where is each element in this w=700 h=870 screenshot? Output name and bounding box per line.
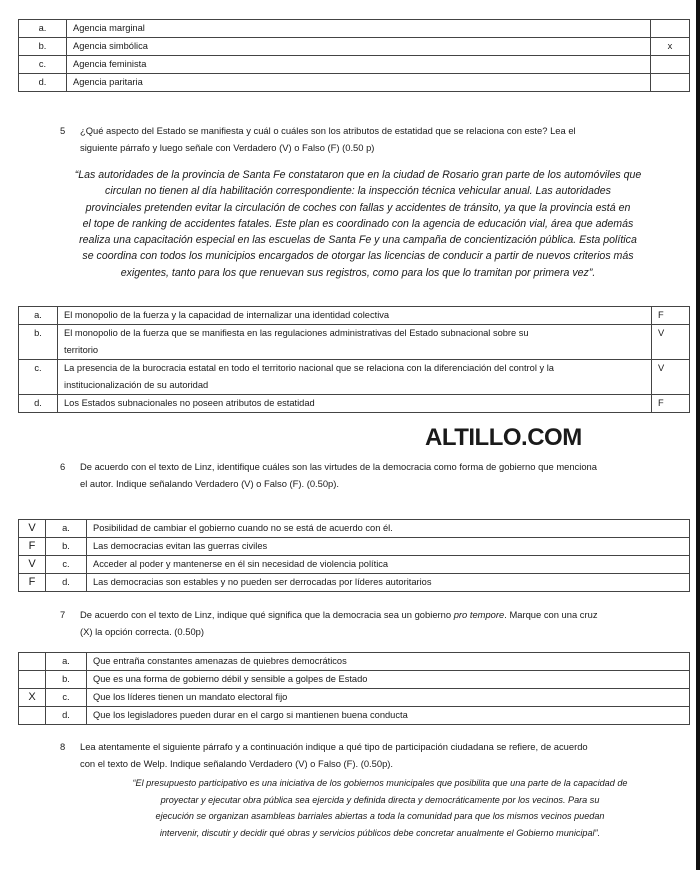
option-letter: d. — [46, 574, 87, 592]
option-text: Que entraña constantes amenazas de quiebres democráticos — [87, 653, 690, 671]
option-letter: c. — [19, 360, 58, 395]
page-edge — [696, 0, 700, 870]
question-number: 7 — [60, 609, 66, 620]
answer-mark: F — [19, 538, 46, 556]
quote-santa-fe — [30, 167, 686, 281]
table-row — [19, 38, 690, 56]
question-line: el autor. Indique señalando Verdadero (V) o Falso (F). (0.50p). — [80, 478, 340, 489]
answer-mark: F — [19, 574, 46, 592]
option-line: institucionalización de su autoridad — [64, 380, 209, 390]
option-text: Agencia feminista — [67, 56, 651, 74]
quote-line: intervenir, discutir y decidir qué obras y servicios públicos debe concretar anualmente el Gobierno municipal”. — [159, 827, 601, 838]
option-letter: b. — [46, 538, 87, 556]
option-answer: V — [652, 360, 690, 395]
option-line: El monopolio de la fuerza y la capacidad de internalizar una identidad colectiva — [64, 310, 390, 320]
table-row — [19, 689, 690, 707]
options-table-top — [18, 19, 690, 92]
option-answer — [651, 74, 690, 92]
answer-mark — [19, 671, 46, 689]
option-text — [58, 360, 652, 395]
option-letter: a. — [19, 307, 58, 325]
question-line: Lea atentamente el siguiente párrafo y a continuación indique a qué tipo de participación ciudadana se refiere, de acuerdo — [80, 741, 588, 752]
table-row — [19, 325, 690, 360]
question-6 — [60, 458, 680, 494]
option-text: Agencia simbólica — [67, 38, 651, 56]
question-text-emphasis: pro tempore — [453, 609, 505, 620]
option-text: Que los legisladores pueden durar en el cargo si mantienen buena conducta — [87, 707, 690, 725]
options-table-q5 — [18, 306, 690, 413]
table-row — [19, 360, 690, 395]
answer-mark — [19, 707, 46, 725]
option-text — [58, 307, 652, 325]
option-answer: F — [652, 395, 690, 413]
option-text: Las democracias son estables y no pueden ser derrocadas por líderes autoritarios — [87, 574, 690, 592]
question-number: 5 — [60, 125, 66, 136]
option-letter: b. — [19, 325, 58, 360]
answer-mark: V — [19, 556, 46, 574]
table-row — [19, 653, 690, 671]
option-letter: d. — [19, 74, 67, 92]
table-row — [19, 574, 690, 592]
option-text: Agencia marginal — [67, 20, 651, 38]
watermark-logo: ALTILLO.COM — [425, 424, 582, 451]
quote-line: circulan no tienen al día habilitación correspondiente: la inspección técnica vehicular anual. Las autoridades — [105, 185, 611, 198]
table-row — [19, 74, 690, 92]
question-text — [80, 738, 588, 772]
option-letter: a. — [19, 20, 67, 38]
option-letter: b. — [46, 671, 87, 689]
table-row — [19, 556, 690, 574]
quote-line: provinciales pretenden evitar la circulación de coches con fallas y accidentes de tránsito, ya que la provincia está en — [85, 201, 631, 214]
option-letter: c. — [19, 56, 67, 74]
question-text-part: . Marque con una cruz — [504, 609, 598, 620]
question-8 — [60, 738, 680, 774]
option-text: Agencia paritaria — [67, 74, 651, 92]
question-line: De acuerdo con el texto de Linz, identifique cuáles son las virtudes de la democracia como forma de gobierno que menciona — [80, 461, 597, 472]
option-answer: x — [651, 38, 690, 56]
question-5 — [60, 122, 680, 158]
question-line: siguiente párrafo y luego señale con Verdadero (V) o Falso (F) (0.50 p) — [80, 142, 375, 153]
option-text: Posibilidad de cambiar el gobierno cuando no se está de acuerdo con él. — [87, 520, 690, 538]
question-number: 6 — [60, 461, 66, 472]
option-letter: d. — [19, 395, 58, 413]
option-letter: c. — [46, 689, 87, 707]
table-row — [19, 671, 690, 689]
table-row — [19, 307, 690, 325]
option-text: Acceder al poder y mantenerse en él sin necesidad de violencia política — [87, 556, 690, 574]
quote-line: proyectar y ejecutar obra pública sea ejercida y definida directa y democráticamente por los vecinos. Para su — [160, 794, 600, 805]
option-line: El monopolio de la fuerza que se manifiesta en las regulaciones administrativas del Estado subnacional sobre su — [64, 328, 529, 338]
table-row — [19, 395, 690, 413]
option-line: Los Estados subnacionales no poseen atributos de estatidad — [64, 398, 315, 408]
options-table-q7 — [18, 652, 690, 725]
answer-mark: X — [19, 689, 46, 707]
table-row — [19, 520, 690, 538]
option-letter: a. — [46, 520, 87, 538]
answer-mark — [19, 653, 46, 671]
quote-line: “El presupuesto participativo es una iniciativa de los gobiernos municipales que posibilita que una parte de la capacidad de — [132, 778, 628, 788]
option-line: La presencia de la burocracia estatal en todo el territorio nacional que se relaciona con la diferenciación del control y la — [64, 363, 554, 373]
question-number: 8 — [60, 741, 66, 752]
option-text — [58, 325, 652, 360]
option-text: Las democracias evitan las guerras civiles — [87, 538, 690, 556]
option-answer — [651, 56, 690, 74]
quote-line: exigentes, tanto para los que renuevan sus registros, como para los que lo tramitan por primera vez”. — [120, 266, 596, 279]
options-table-q6 — [18, 519, 690, 592]
table-row — [19, 538, 690, 556]
option-answer — [651, 20, 690, 38]
question-line: con el texto de Welp. Indique señalando Verdadero (V) o Falso (F). (0.50p). — [80, 758, 394, 769]
quote-line: ejecución se organizan asambleas barriales abiertas a toda la comunidad para que los mismos vecinos puedan — [155, 811, 605, 821]
option-text: Que los líderes tienen un mandato electoral fijo — [87, 689, 690, 707]
question-line: (X) la opción correcta. (0.50p) — [80, 626, 205, 637]
option-text — [58, 395, 652, 413]
table-row — [19, 56, 690, 74]
option-text: Que es una forma de gobierno débil y sensible a golpes de Estado — [87, 671, 690, 689]
table-row — [19, 707, 690, 725]
question-text-part: De acuerdo con el texto de Linz, indique qué significa que la democracia sea un gobierno — [80, 609, 454, 620]
quote-line: “Las autoridades de la provincia de Santa Fe constataron que en la ciudad de Rosario gran parte de los automóviles que — [74, 169, 642, 181]
option-letter: c. — [46, 556, 87, 574]
question-line — [80, 606, 598, 623]
option-answer: V — [652, 325, 690, 360]
question-line: ¿Qué aspecto del Estado se manifiesta y cuál o cuáles son los atributos de estatidad que se relaciona con este? Lea el — [80, 125, 576, 136]
option-answer: F — [652, 307, 690, 325]
question-text — [80, 606, 598, 640]
quote-presupuesto — [80, 775, 680, 841]
option-letter: d. — [46, 707, 87, 725]
quote-line: el tope de ranking de accidentes fatales. Este plan es coordinado con la agencia de educación vial, área que además — [82, 217, 634, 230]
question-text — [80, 122, 576, 156]
answer-mark: V — [19, 520, 46, 538]
question-text — [80, 458, 597, 492]
table-row — [19, 20, 690, 38]
quote-line: realiza una capacitación especial en las escuelas de Santa Fe y una campaña de concientización pública. Esta política — [79, 234, 637, 247]
option-letter: b. — [19, 38, 67, 56]
option-letter: a. — [46, 653, 87, 671]
option-line: territorio — [64, 345, 99, 355]
quote-line: se coordina con todos los municipios encargados de otorgar las licencias de conducir a partir de nuevos criterios más — [82, 250, 634, 263]
question-7 — [60, 606, 680, 642]
